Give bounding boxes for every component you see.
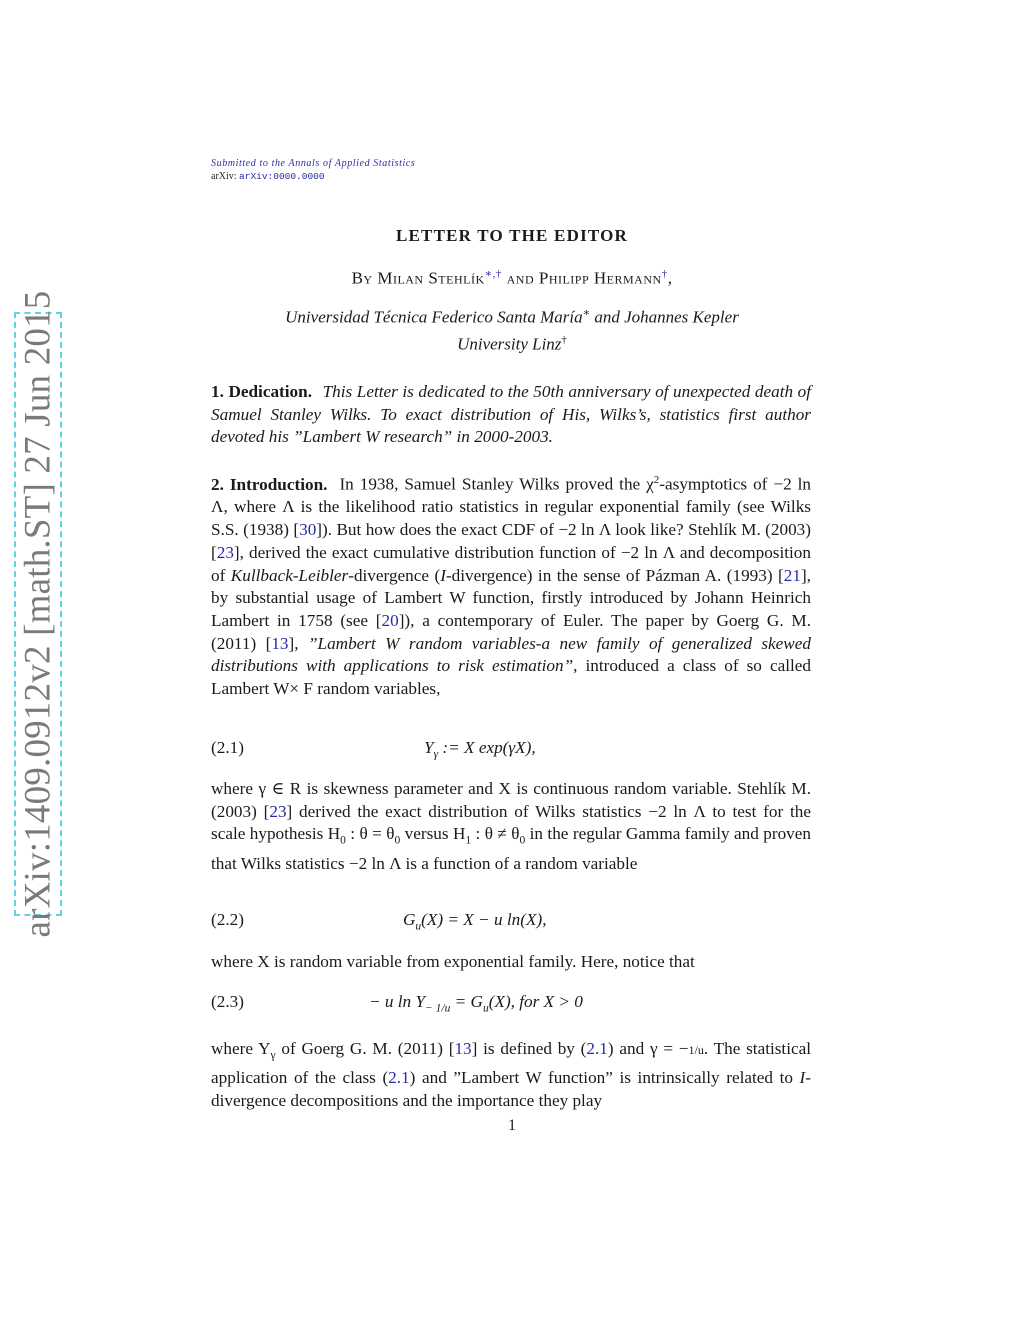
affiliations (0, 302, 1024, 357)
intro-text-b: -asymptotics of −2 ln Λ, where Λ is the likelihood ratio statistics in regular exponential family (see Wilks S.S. (1938) [ (211, 474, 812, 540)
equation-2-2 (211, 910, 811, 934)
p4-text-b: of Goerg G. M. (2011) [ (275, 1039, 455, 1058)
eq3-mid: = G (450, 992, 483, 1011)
p4-gamma-sub: γ (270, 1049, 276, 1062)
dedication-heading: 1. Dedication. (211, 382, 313, 401)
equation-2-3 (211, 992, 811, 1016)
p2-text-d: versus H (400, 824, 466, 844)
introduction-section (211, 469, 811, 701)
intro-text-h: ]), a contemporary of Euler. The paper by Goerg G. M. (2011) [ (211, 610, 811, 653)
paper-title: LETTER TO THE EDITOR (395, 226, 629, 245)
author-line-end: , (667, 268, 673, 288)
arxiv-code-link[interactable]: arXiv:0000.0000 (239, 171, 325, 182)
chi-superscript: 2 (653, 474, 660, 486)
eq3-left: − u ln Y (369, 992, 426, 1011)
submission-note[interactable]: Submitted to the Annals of Applied Statistics (211, 158, 416, 169)
citation-13[interactable]: 13 (271, 633, 289, 653)
author-1: Milan Stehlík (377, 268, 485, 288)
eq1-rhs: := X exp(γX), (438, 738, 536, 757)
equation-number: (2.3) (211, 992, 244, 1011)
p4-text-g: -divergence decompositions and the importance they play (211, 1068, 811, 1110)
author-2: Philipp Hermann (538, 268, 662, 288)
equation-number: (2.2) (211, 910, 244, 929)
author-1-marks[interactable]: ∗,† (484, 268, 502, 280)
introduction-heading: 2. Introduction. (211, 474, 328, 494)
affil-line2: University Linz (457, 334, 562, 354)
paragraph-4 (211, 1038, 811, 1113)
i-letter: I (440, 565, 446, 585)
equation-body (424, 738, 536, 760)
equation-body (369, 992, 583, 1014)
citation-20[interactable]: 20 (381, 610, 399, 630)
citation-13b[interactable]: 13 (454, 1039, 472, 1058)
eq1-lhs-sub: γ (433, 748, 439, 761)
theta0b-sub: 0 (519, 834, 526, 847)
citation-30[interactable]: 30 (299, 520, 317, 540)
p4-fraction: 1/u (688, 1043, 704, 1057)
p4-text-d: ) and γ = − (607, 1039, 689, 1058)
citation-23[interactable]: 23 (216, 542, 234, 562)
author-2-marks[interactable]: † (661, 268, 668, 280)
intro-text-j: , introduced a class of so called Lambert W× F random variables, (211, 656, 811, 699)
eq1-lhs: Y (424, 738, 434, 757)
affil-mark-1: ∗ (582, 307, 591, 319)
eq2-lhs-sub: u (415, 920, 422, 933)
equation-ref-2-1[interactable]: 2.1 (586, 1039, 608, 1058)
dedication-text: This Letter is dedicated to the 50th anniversary of unexpected death of Samuel Stanley Wilks. To exact distribution of His, Wilks’s, statistics first author devoted his ”Lambert W research” in 2000-2003. (211, 382, 812, 447)
goerg-paper-title: ”Lambert W random variables-a new family of generalized skewed distributions with applications to risk estimation” (211, 633, 811, 676)
affil-mark-2: † (561, 334, 567, 347)
equation-number: (2.1) (211, 738, 244, 757)
equation-2-1 (211, 738, 811, 762)
intro-text-d: ], derived the exact cumulative distribution function of −2 ln Λ and decomposition of (211, 542, 811, 585)
citation-23b[interactable]: 23 (269, 801, 287, 821)
p4-text-c: ] is defined by ( (471, 1039, 587, 1058)
eq3-left-sub: − 1/u (425, 1002, 451, 1015)
arxiv-stamp-text: arXiv:1409.0912v2 [math.ST] 27 Jun 2015 (17, 290, 59, 938)
by-word: By (351, 268, 373, 288)
h1-sub: 1 (465, 834, 472, 847)
equation-ref-2-1b[interactable]: 2.1 (388, 1068, 410, 1088)
eq2-rhs: (X) = X − u ln(X), (421, 910, 547, 929)
intro-text-g: ], by substantial usage of Lambert W function, firstly introduced by Johann Heinrich Lambert in 1758 (see [ (211, 565, 811, 630)
intro-text-a: In 1938, Samuel Stanley Wilks proved the χ (339, 474, 654, 494)
affil-line1-a: Universidad Técnica Federico Santa María (285, 307, 583, 327)
paragraph-3: where X is random variable from exponential family. Here, notice that (211, 952, 695, 971)
p2-text-a: where γ ∈ R is skewness parameter and X is continuous random variable. Stehlík M. (2003) [ (211, 779, 811, 821)
h0-sub: 0 (340, 834, 346, 847)
p4-text-f: ) and ”Lambert W function” is intrinsically related to (409, 1068, 800, 1088)
p2-text-c: : θ = θ (345, 824, 395, 844)
p4-text-a: where Y (211, 1039, 271, 1058)
and-word: and (506, 268, 535, 288)
p4-i-letter: I (799, 1068, 806, 1088)
intro-text-f: -divergence) in the sense of Pázman A. (1993) [ (445, 565, 784, 585)
equation-body (403, 910, 547, 932)
p4-text-e: . The statistical application of the class ( (211, 1039, 812, 1088)
p2-text-b: ] derived the exact distribution of Wilks statistics −2 ln Λ to test for the scale hypothesis H (211, 801, 811, 844)
p2-text-e: : θ ≠ θ (471, 824, 520, 844)
affil-line1-b: and Johannes Kepler (590, 307, 739, 327)
paragraph-2 (211, 778, 811, 875)
arxiv-side-stamp (14, 290, 62, 938)
intro-text-e: -divergence ( (348, 565, 441, 585)
page-number: 1 (508, 1117, 516, 1134)
eq3-mid-sub: u (482, 1002, 489, 1015)
author-line (0, 267, 1024, 289)
eq3-right: (X), for X > 0 (488, 992, 583, 1011)
intro-text-c: ]). But how does the exact CDF of −2 ln Λ look like? Stehlík M. (2003) [ (211, 520, 812, 562)
arxiv-id-line (211, 171, 325, 182)
kl-term: Kullback-Leibler (230, 565, 349, 585)
p2-text-f: in the regular Gamma family and proven that Wilks statistics −2 ln Λ is a function of a random variable (211, 824, 811, 873)
intro-text-i: ], (288, 633, 308, 653)
dedication-section (211, 381, 811, 449)
arxiv-label: arXiv: (211, 171, 237, 182)
eq2-lhs: G (403, 910, 416, 929)
theta0-sub: 0 (394, 834, 401, 847)
citation-21[interactable]: 21 (783, 565, 801, 585)
